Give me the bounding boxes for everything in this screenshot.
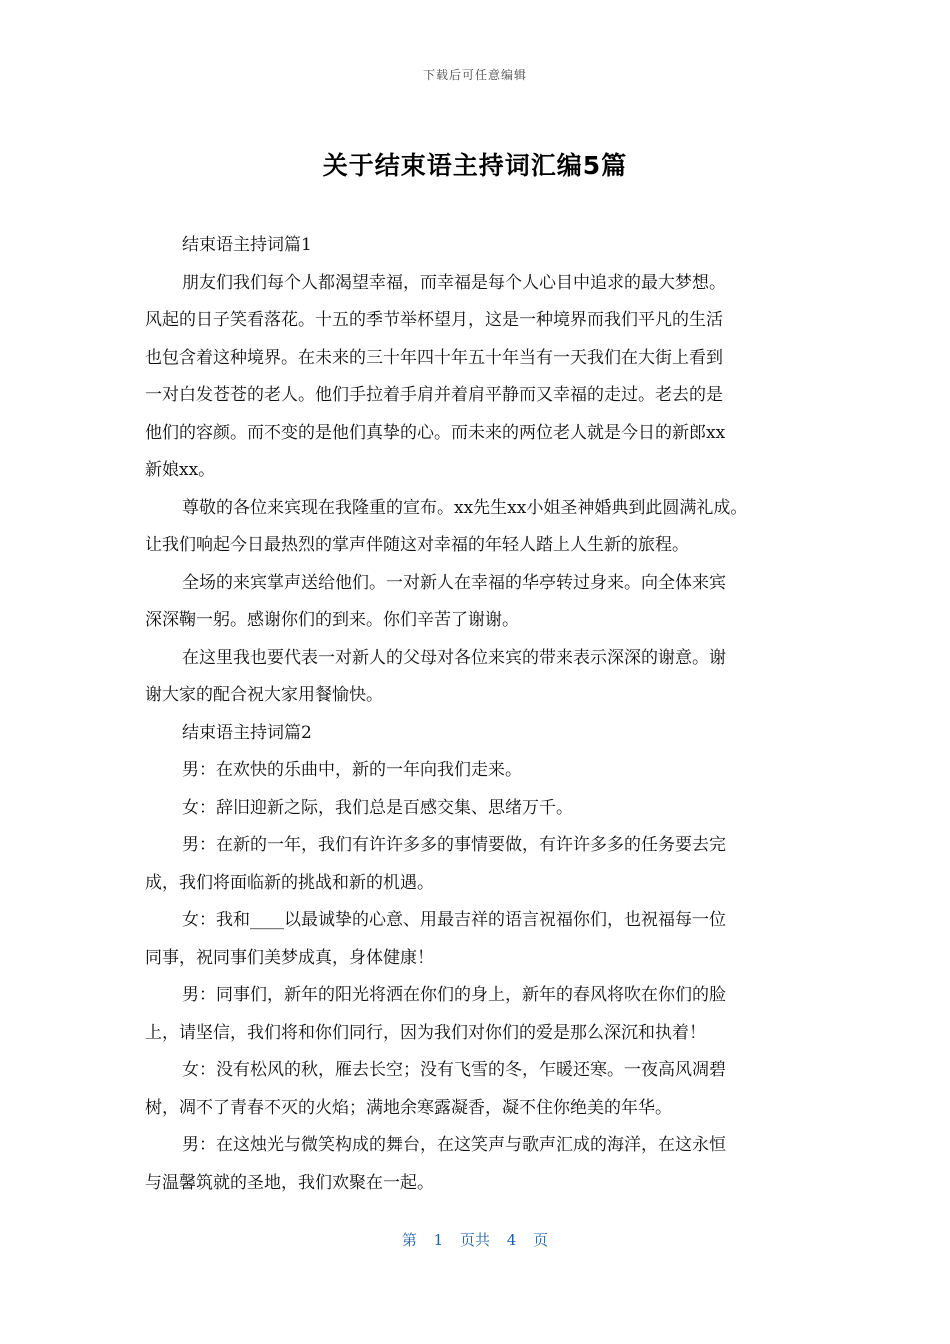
paragraph-line: 与温馨筑就的圣地，我们欢聚在一起。 <box>145 1172 434 1193</box>
paragraph-line: 成，我们将面临新的挑战和新的机遇。 <box>145 872 434 893</box>
paragraph-line: 男：在欢快的乐曲中，新的一年向我们走来。 <box>182 760 522 780</box>
paragraph-line: 结束语主持词篇2 <box>182 722 312 743</box>
paragraph-line: 男：同事们，新年的阳光将洒在你们的身上，新年的春风将吹在你们的脸 <box>182 985 726 1005</box>
paragraph-line: 朋友们我们每个人都渴望幸福，而幸福是每个人心目中追求的最大梦想。 <box>182 272 726 293</box>
paragraph-line: 新娘xx。 <box>145 460 216 480</box>
paragraph-line: 让我们响起今日最热烈的掌声伴随这对幸福的年轻人踏上人生新的旅程。 <box>145 535 689 555</box>
footer-label-end: 页 <box>533 1231 549 1249</box>
paragraph-line: 尊敬的各位来宾现在我隆重的宣布。xx先生xx小姐圣神婚典到此圆满礼成。 <box>182 497 748 518</box>
paragraph-line: 上，请坚信，我们将和你们同行，因为我们对你们的爱是那么深沉和执着！ <box>145 1022 706 1043</box>
footer-current-page: 1 <box>433 1231 444 1249</box>
paragraph-line: 男：在新的一年，我们有许许多多的事情要做，有许许多多的任务要去完 <box>182 835 726 855</box>
paragraph-line: 男：在这烛光与微笑构成的舞台，在这笑声与歌声汇成的海洋，在这永恒 <box>182 1135 726 1155</box>
paragraph-line: 也包含着这种境界。在未来的三十年四十年五十年当有一天我们在大街上看到 <box>145 347 723 368</box>
paragraph-line: 女：我和____以最诚挚的心意、用最吉祥的语言祝福你们，也祝福每一位 <box>182 910 726 930</box>
paragraph-line: 女：没有松风的秋，雁去长空；没有飞雪的冬，乍暖还寒。一夜高风凋碧 <box>182 1060 726 1080</box>
paragraph-line: 深深鞠一躬。感谢你们的到来。你们辛苦了谢谢。 <box>145 610 519 630</box>
paragraph-line: 结束语主持词篇1 <box>182 235 312 255</box>
page-footer <box>0 1229 950 1250</box>
footer-label-page: 第 <box>401 1231 417 1249</box>
header-note: 下载后可任意编辑 <box>422 68 527 82</box>
paragraph-line: 风起的日子笑看落花。十五的季节举杯望月，这是一种境界而我们平凡的生活 <box>145 310 723 330</box>
document-title: 关于结束语主持词汇编5篇 <box>322 151 628 180</box>
paragraph-line: 谢大家的配合祝大家用餐愉快。 <box>145 685 383 705</box>
paragraph-line: 一对白发苍苍的老人。他们手拉着手肩并着肩平静而又幸福的走过。老去的是 <box>145 385 723 405</box>
paragraph-line: 在这里我也要代表一对新人的父母对各位来宾的带来表示深深的谢意。谢 <box>182 647 726 668</box>
footer-total-pages: 4 <box>506 1231 517 1249</box>
paragraph-line: 同事，祝同事们美梦成真，身体健康！ <box>145 947 434 968</box>
paragraph-line: 全场的来宾掌声送给他们。一对新人在幸福的华亭转过身来。向全体来宾 <box>182 572 726 593</box>
footer-label-of: 页共 <box>459 1231 490 1249</box>
paragraph-line: 他们的容颜。而不变的是他们真挚的心。而未来的两位老人就是今日的新郎xx <box>145 422 726 443</box>
paragraph-line: 树，凋不了青春不灭的火焰；满地余寒露凝香，凝不住你绝美的年华。 <box>145 1097 672 1118</box>
paragraph-line: 女：辞旧迎新之际，我们总是百感交集、思绪万千。 <box>182 797 573 818</box>
document-body <box>145 227 825 1202</box>
